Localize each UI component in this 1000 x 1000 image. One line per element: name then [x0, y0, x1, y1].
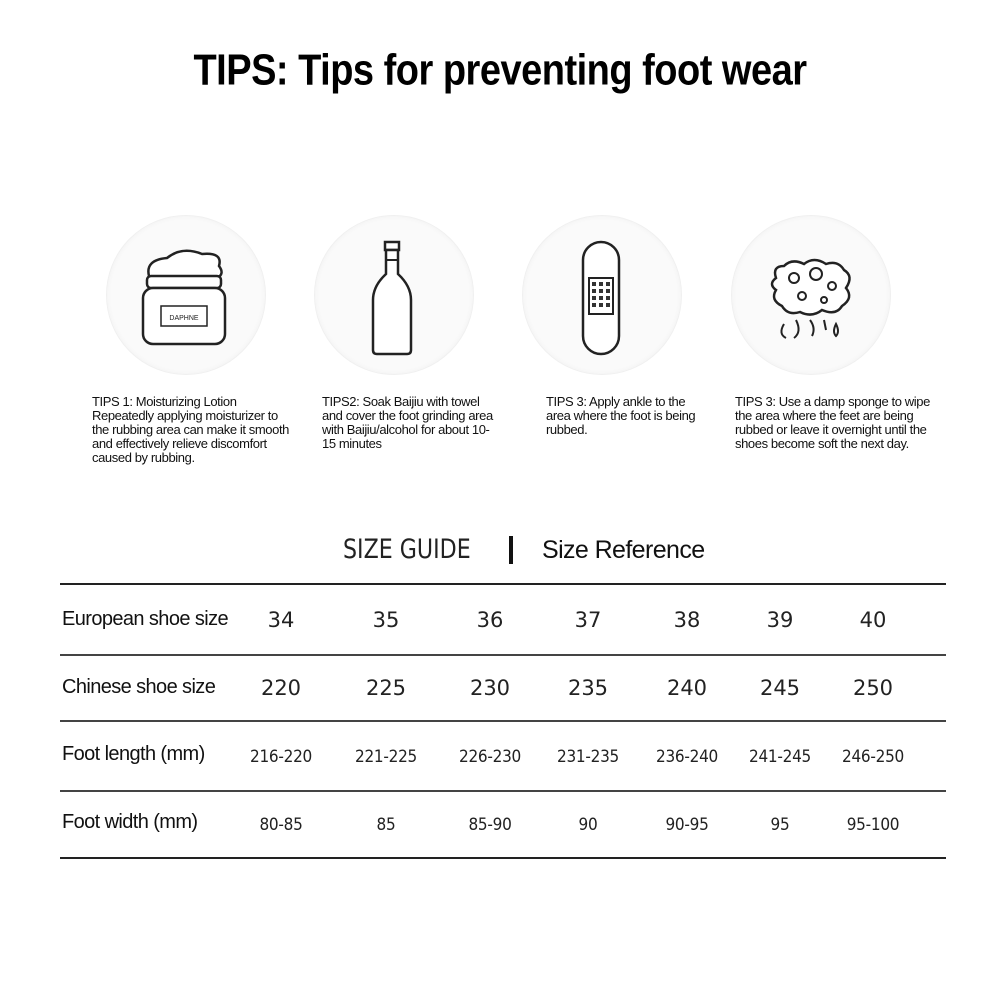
tip-text: TIPS 3: Apply ankle to the area where the foot is being rubbed.: [546, 394, 696, 437]
table-rule: [60, 720, 946, 722]
row-label: Foot length (mm): [62, 743, 205, 765]
table-cell: 35: [372, 608, 400, 632]
table-cell: 225: [365, 676, 407, 700]
row-label: Foot width (mm): [62, 811, 198, 833]
table-cell: 231-235: [556, 747, 620, 767]
tip-icon-circle: [314, 215, 474, 375]
table-cell: 85: [376, 815, 396, 835]
table-cell: 245: [759, 676, 801, 700]
table-cell: 236-240: [655, 747, 719, 767]
table-rule: [60, 857, 946, 859]
size-reference-subheading: Size Reference: [542, 536, 705, 564]
table-rule: [60, 790, 946, 792]
table-cell: 250: [852, 676, 894, 700]
page-title: TIPS: Tips for preventing foot wear: [193, 46, 807, 96]
table-cell: 34: [267, 608, 295, 632]
tip-text: TIPS2: Soak Baijiu with towel and cover the foot grinding area with Baijiu/alcohol for about 10-15 minutes: [322, 394, 493, 451]
table-cell: 80-85: [259, 815, 303, 835]
table-cell: 216-220: [249, 747, 313, 767]
table-cell: 235: [567, 676, 609, 700]
table-cell: 95-100: [846, 815, 900, 835]
table-row: [0, 735, 1000, 775]
sponge-icon: [732, 216, 890, 374]
table-row: [0, 668, 1000, 708]
tip-icon-circle: [522, 215, 682, 375]
table-cell: 36: [476, 608, 504, 632]
table-cell: 95: [770, 815, 790, 835]
table-cell: 90: [578, 815, 598, 835]
table-cell: 246-250: [841, 747, 905, 767]
table-row: [0, 600, 1000, 640]
table-cell: 220: [260, 676, 302, 700]
header-divider: [509, 536, 513, 564]
jar-label: DAPHNE: [169, 315, 199, 322]
table-cell: 37: [574, 608, 602, 632]
tip-icon-circle: [106, 215, 266, 375]
size-guide-heading: SIZE GUIDE: [343, 534, 471, 565]
table-rule: [60, 583, 946, 585]
table-cell: 226-230: [458, 747, 522, 767]
table-cell: 40: [859, 608, 887, 632]
table-rule: [60, 654, 946, 656]
bottle-icon: [315, 216, 473, 374]
row-label: European shoe size: [62, 608, 228, 630]
lotion-jar-icon: [107, 216, 265, 374]
table-cell: 240: [666, 676, 708, 700]
table-cell: 230: [469, 676, 511, 700]
table-cell: 241-245: [748, 747, 812, 767]
table-cell: 90-95: [665, 815, 709, 835]
size-guide-header: [0, 532, 1000, 572]
bandage-icon: [523, 216, 681, 374]
table-cell: 38: [673, 608, 701, 632]
tip-icon-circle: [731, 215, 891, 375]
tip-text: TIPS 3: Use a damp sponge to wipe the area where the feet are being rubbed or leave it overnight until the shoes become soft the next day.: [735, 394, 930, 451]
tip-text: TIPS 1: Moisturizing Lotion Repeatedly applying moisturizer to the rubbing area can make it smooth and effectively relieve discomfort caused by rubbing.: [92, 394, 290, 465]
table-row: [0, 803, 1000, 843]
row-label: Chinese shoe size: [62, 676, 216, 698]
table-cell: 85-90: [468, 815, 512, 835]
table-cell: 39: [766, 608, 794, 632]
table-cell: 221-225: [354, 747, 418, 767]
